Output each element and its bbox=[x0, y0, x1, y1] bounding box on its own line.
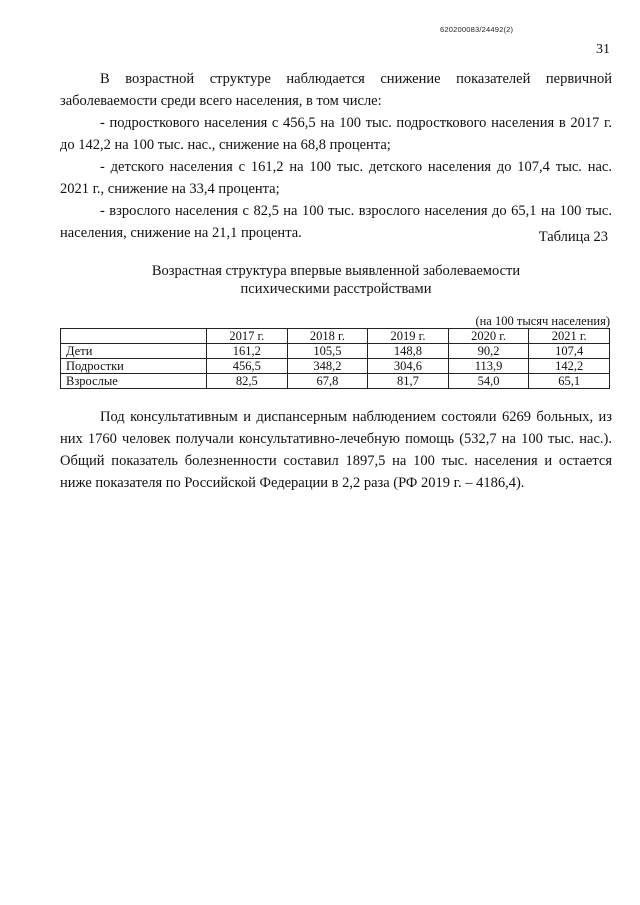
table-cell: 348,2 bbox=[287, 359, 368, 374]
row-label: Подростки bbox=[61, 359, 207, 374]
table-units: (на 100 тысяч населения) bbox=[475, 314, 610, 328]
intro-section bbox=[60, 68, 612, 244]
table-cell: 304,6 bbox=[368, 359, 449, 374]
table-cell: 65,1 bbox=[529, 374, 610, 389]
table-cell: 54,0 bbox=[448, 374, 529, 389]
table-cell: 142,2 bbox=[529, 359, 610, 374]
table-cell: 67,8 bbox=[287, 374, 368, 389]
data-table bbox=[60, 328, 610, 389]
row-label: Взрослые bbox=[61, 374, 207, 389]
table-row bbox=[61, 359, 610, 374]
list-item-adults: - взрослого населения с 82,5 на 100 тыс. взрослого населения до 65,1 на 100 тыс. населения, снижение на 21,1 процента. bbox=[60, 203, 612, 241]
table-header-row bbox=[61, 329, 610, 344]
column-header: 2019 г. bbox=[368, 329, 449, 344]
table-cell: 107,4 bbox=[529, 344, 610, 359]
table-title bbox=[60, 262, 612, 298]
column-header: 2018 г. bbox=[287, 329, 368, 344]
table-cell: 456,5 bbox=[207, 359, 288, 374]
table-cell: 81,7 bbox=[368, 374, 449, 389]
table-row bbox=[61, 374, 610, 389]
table-cell: 105,5 bbox=[287, 344, 368, 359]
row-label: Дети bbox=[61, 344, 207, 359]
closing-section bbox=[60, 406, 612, 494]
table-title-line-2: психическими расстройствами bbox=[240, 281, 432, 297]
document-id: 620200083/24492(2) bbox=[440, 25, 514, 34]
intro-paragraph: В возрастной структуре наблюдается снижение показателей первичной заболеваемости среди всего населения, в том числе: bbox=[60, 71, 612, 109]
table-label: Таблица 23 bbox=[538, 229, 608, 245]
table-row bbox=[61, 344, 610, 359]
list-item-children: - детского населения с 161,2 на 100 тыс. детского населения до 107,4 тыс. нас. 2021 г., снижение на 33,4 процента; bbox=[60, 159, 612, 197]
table-cell: 113,9 bbox=[448, 359, 529, 374]
table-corner-cell bbox=[61, 329, 207, 344]
table-cell: 148,8 bbox=[368, 344, 449, 359]
table-title-line-1: Возрастная структура впервые выявленной заболеваемости bbox=[151, 263, 521, 279]
column-header: 2021 г. bbox=[529, 329, 610, 344]
table-cell: 161,2 bbox=[207, 344, 288, 359]
column-header: 2017 г. bbox=[207, 329, 288, 344]
page-number: 31 bbox=[596, 42, 610, 57]
table-cell: 90,2 bbox=[448, 344, 529, 359]
column-header: 2020 г. bbox=[448, 329, 529, 344]
list-item-adolescents: - подросткового населения с 456,5 на 100 тыс. подросткового населения в 2017 г. до 142,2 на 100 тыс. нас., снижение на 68,8 процента; bbox=[60, 115, 612, 153]
table-cell: 82,5 bbox=[207, 374, 288, 389]
closing-paragraph: Под консультативным и диспансерным наблюдением состояли 6269 больных, из них 1760 человек получали консультативно-лечебную помощь (532,7 на 100 тыс. нас.). Общий показатель болезненности составил 1897,5 на 100 тыс. населения и остается ниже показателя по Российской Федерации в 2,2 раза (РФ 2019 г. – 4186,4). bbox=[60, 409, 612, 491]
